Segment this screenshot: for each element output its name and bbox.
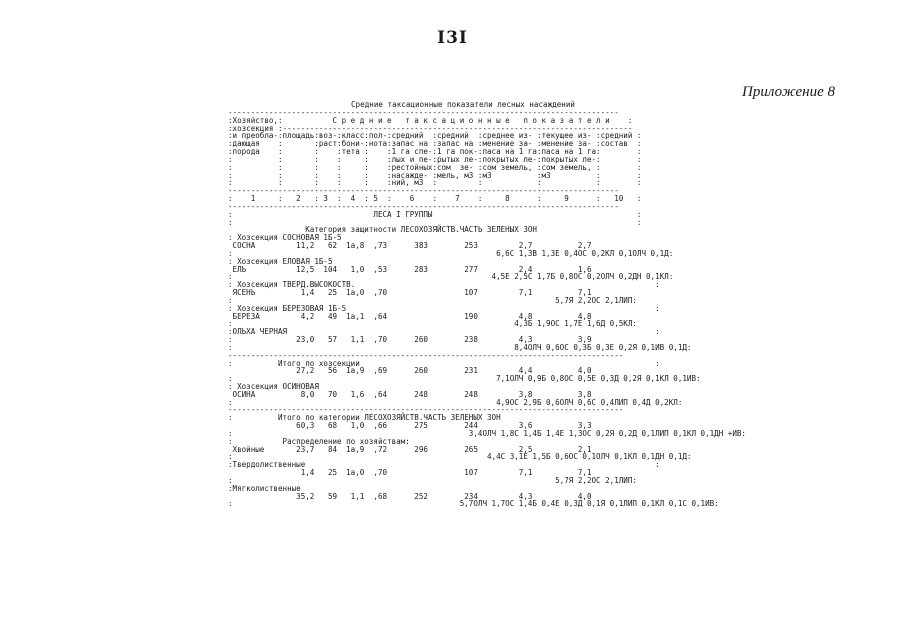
table-line: :Мягколиственные: [228, 483, 301, 493]
table-line: : 4,4С 3,1Е 1,5Б 0,6ОС 0,1ОЛЧ 0,1КЛ 0,1ДН 0,1Д:: [228, 452, 692, 462]
table-line: : 4,5Е 2,5С 1,7Б 0,8ОС 0,2ОЛЧ 0,2ДН 0,1КЛ:: [228, 272, 674, 282]
table-line: :Твердолиственные :: [228, 460, 660, 470]
table-line: : Хозсекция ТВЕРД.ВЫСОКОСТВ. :: [228, 280, 660, 290]
table-title: Средние таксационные показатели лесных насаждений: [350, 100, 576, 109]
table-line: Категория защитности ЛЕСОХОЗЯЙСТВ.ЧАСТЬ ЗЕЛЕНЫХ ЗОН: [228, 225, 537, 235]
table-line: :порода : : :тета : :1 га спе-:1 га пок-:паса на 1 га:паса на 1 га: :: [228, 147, 642, 157]
table-line: : Хозсекция ОСИНОВАЯ: [228, 381, 319, 391]
table-line: СОСНА 11,2 62 1а,8 ,73 383 253 2,7 2,7: [228, 241, 592, 251]
table-line: : : : : : :насажде- :мель, м3 :м3 :м3 : :: [228, 170, 642, 180]
table-line: 1,4 25 1а,0 ,70 107 7,1 7,1: [228, 468, 592, 478]
table-line: : Распределение по хозяйствам:: [228, 436, 410, 446]
table-line: : : : : : :лых и пе-:рытых ле-:покрытых ле-:покрытых ле-: :: [228, 154, 642, 164]
table-line: ОСИНА 8,0 70 1,6 ,64 248 248 3,8 3,8: [228, 389, 592, 399]
table-line: ЯСЕНЬ 1,4 25 1а,0 ,70 107 7,1 7,1: [228, 288, 592, 298]
table-line: : Итого по категории ЛЕСОХОЗЯЙСТВ.ЧАСТЬ ЗЕЛЕНЫХ ЗОН: [228, 413, 501, 423]
table-line: 27,2 56 1а,9 ,69 260 231 4,4 4,0: [228, 366, 592, 376]
table-line: : Хозсекция ЕЛОВАЯ 1Б-5: [228, 256, 333, 266]
table-line: : 5,7Я 2,2ОС 2,1ЛИП:: [228, 295, 637, 305]
page-number: I3I: [437, 28, 468, 48]
table-line: : 23,0 57 1,1 ,70 260 238 4,3 3,9: [228, 335, 592, 345]
table-line: Хвойные 23,7 84 1а,9 ,72 296 265 2,5 2,1: [228, 444, 592, 454]
table-line: --------------------------------------------------------------------------------------: [228, 186, 619, 196]
table-line: : 4,9ОС 2,9Б 0,6ОЛЧ 0,6С 0,4ЛИП 0,4Д 0,2КЛ:: [228, 397, 683, 407]
table-line: : : : : : :ний, м3 : : : : :: [228, 178, 642, 188]
taxation-table: [228, 109, 746, 508]
table-line: : Итого по хозсекции :: [228, 358, 660, 368]
table-line: : 3,4ОЛЧ 1,8С 1,4Б 1,4Е 1,3ОС 0,2Я 0,2Д 0,1ЛИП 0,1КЛ 0,1ДН +ИВ:: [228, 428, 746, 438]
table-line: 60,3 68 1,0 ,66 275 244 3,6 3,3: [228, 421, 592, 431]
table-line: : Хозсекция БЕРЕЗОВАЯ 1Б-5 :: [228, 303, 660, 313]
table-line: : 1 : 2 : 3 : 4 : 5 : 6 : 7 : 8 : 9 : 10 :: [228, 194, 642, 204]
table-line: : 8,4ОЛЧ 0,6ОС 0,3Б 0,3Е 0,2Я 0,1ИВ 0,1Д:: [228, 342, 692, 352]
table-line: : : : : : :рестойных:сом зе- :сом земель, :сом земель, : :: [228, 162, 642, 172]
table-line: :ОЛЬХА ЧЕРНАЯ :: [228, 327, 660, 337]
table-line: --------------------------------------------------------------------------------------: [228, 108, 619, 117]
table-line: : 5,7Я 2,2ОС 2,1ЛИП:: [228, 475, 637, 485]
appendix-label: Приложение 8: [742, 84, 835, 100]
table-line: : 6,6С 1,3В 1,3Е 0,4ОС 0,2КЛ 0,1ОЛЧ 0,1Д:: [228, 248, 674, 258]
table-line: : 5,7ОЛЧ 1,7ОС 1,4Б 0,4Е 0,3Д 0,1Я 0,1ЛИП 0,1КЛ 0,1С 0,1ИВ:: [228, 499, 719, 509]
table-line: ---------------------------------------------------------------------------------------: [228, 405, 624, 415]
table-line: :хозсекция :-----------------------------------------------------------------------------: [228, 123, 633, 133]
table-line: : ЛЕСА I ГРУППЫ :: [228, 209, 642, 219]
table-line: : :: [228, 217, 642, 227]
table-line: ---------------------------------------------------------------------------------------: [228, 350, 624, 360]
table-line: : 4,3Б 1,9ОС 1,7Е 1,6Д 0,5КЛ:: [228, 319, 637, 329]
table-line: --------------------------------------------------------------------------------------: [228, 201, 619, 211]
table-line: :и преобла-:площадь:воз-:класс:пол-:средний :средний :среднее из- :текущее из- :средний :: [228, 131, 642, 141]
table-line: : Хозсекция СОСНОВАЯ 1Б-5: [228, 233, 342, 243]
table-line: :Хозяйство,: С р е д н и е т а к с а ц и о н н ы е п о к а з а т е л и :: [228, 115, 633, 125]
table-line: 35,2 59 1,1 ,68 252 234 4,3 4,0: [228, 491, 592, 501]
table-line: ЕЛЬ 12,5 104 1,0 ,53 283 277 2,4 1,6: [228, 264, 592, 274]
table-line: БЕРЕЗА 4,2 49 1а,1 ,64 190 4,8 4,8: [228, 311, 592, 321]
table-line: : 7,1ОЛЧ 0,9Б 0,8ОС 0,5Е 0,3Д 0,2Я 0,1КЛ 0,1ИВ:: [228, 374, 701, 384]
table-line: :дающая : :раст:бони-:нота:запас на :запас на :менение за- :менение за- :состав :: [228, 139, 642, 149]
